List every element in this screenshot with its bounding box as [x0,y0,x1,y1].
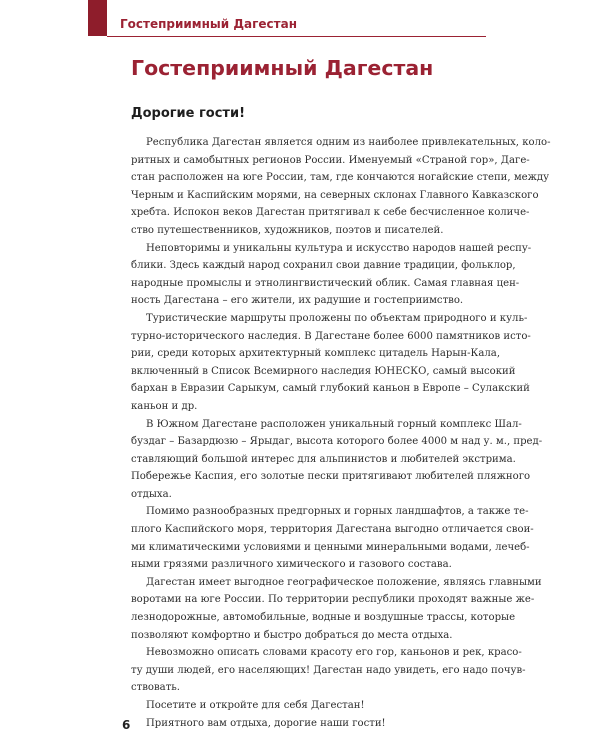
paragraph [131,240,532,310]
paragraph-line: Побережье Каспия, его золотые пески притягивают любителей пляжного [131,471,531,483]
page-title: Гостеприимный Дагестан [131,56,434,80]
paragraph-line: рии, среди которых архитектурный комплекс цитадель Нарын-Кала, [131,348,501,360]
paragraph-line: ту души людей, его населяющих! Дагестан надо увидеть, его надо почув- [131,664,526,676]
paragraph-line: Посетите и откройте для себя Дагестан! [146,700,365,711]
paragraph-line: Помимо разнообразных предгорных и горных ландшафтов, а также те- [146,506,529,518]
paragraph-line: каньон и др. [131,400,198,412]
greeting-subtitle: Дорогие гости! [131,106,245,121]
paragraph-line: ными грязями различного химического и газового состава. [131,559,452,571]
paragraph-line: воротами на юге России. По территории республики проходят важные же- [131,594,535,606]
paragraph-line: ми климатическими условиями и ценными минеральными водами, лечеб- [131,541,530,553]
header-rule [107,36,486,37]
paragraph [131,134,551,240]
paragraph-line: ность Дагестана – его жители, их радушие и гостеприимство. [131,295,464,307]
paragraph [131,503,534,573]
paragraph-line: ставляющий большой интерес для альпинистов и любителей экстрима. [131,453,516,465]
paragraph-line: турно-исторического наследия. В Дагестане более 6000 памятников исто- [131,330,531,342]
paragraph-line: Дагестан имеет выгодное географическое положение, являясь главными [146,576,542,588]
paragraph-line: Приятного вам отдыха, дорогие наши гости! [146,717,386,729]
paragraph-line: буздаг – Базардюзю – Ярыдаг, высота которого более 4000 м над у. м., пред- [131,436,543,448]
paragraph-line: стан расположен на юге России, там, где кончаются ногайские степи, между [131,172,550,184]
paragraph-line: блики. Здесь каждый народ сохранил свои давние традиции, фольклор, [131,260,516,272]
paragraph-line: отдыха. [131,488,172,500]
paragraph [131,574,542,644]
paragraph-line: позволяют комфортно и быстро добраться до места отдыха. [131,629,453,641]
paragraph [131,416,543,504]
paragraph [131,697,487,715]
running-header: Гостеприимный Дагестан [120,17,297,31]
paragraph [131,715,487,733]
paragraph-line: народные промыслы и этнолингвистический облик. Самая главная цен- [131,277,520,289]
paragraph [131,644,526,697]
paragraph-line: ритных и самобытных регионов России. Именуемый «Страной гор», Даге- [131,154,530,166]
paragraph-line: Невозможно описать словами красоту его гор, каньонов и рек, красо- [146,647,522,659]
paragraph [131,310,531,416]
paragraph-line: плого Каспийского моря, территория Дагестана выгодно отличается свои- [131,524,534,536]
chapter-color-tab [88,0,107,36]
page-number: 6 [122,718,131,732]
paragraph-line: бархан в Евразии Сарыкум, самый глубокий каньон в Европе – Сулакский [131,383,530,395]
paragraph-line: хребта. Испокон веков Дагестан притягивал к себе бесчисленное количе- [131,207,530,219]
paragraph-line: ство путешественников, художников, поэтов и писателей. [131,224,444,236]
paragraph-line: Черным и Каспийским морями, на северных склонах Главного Кавказского [131,189,539,201]
paragraph-line: ствовать. [131,682,180,694]
paragraph-line: лезнодорожные, автомобильные, водные и воздушные трассы, которые [131,612,516,624]
paragraph-line: включенный в Список Всемирного наследия ЮНЕСКО, самый высокий [131,365,516,377]
paragraph-line: Республика Дагестан является одним из наиболее привлекательных, коло- [146,137,551,148]
paragraph-line: В Южном Дагестане расположен уникальный горный комплекс Шал- [146,418,522,430]
paragraph-line: Туристические маршруты проложены по объектам природного и куль- [146,312,528,324]
body-text [131,134,551,732]
paragraph-line: Неповторимы и уникальны культура и искусство народов нашей респу- [146,242,532,254]
